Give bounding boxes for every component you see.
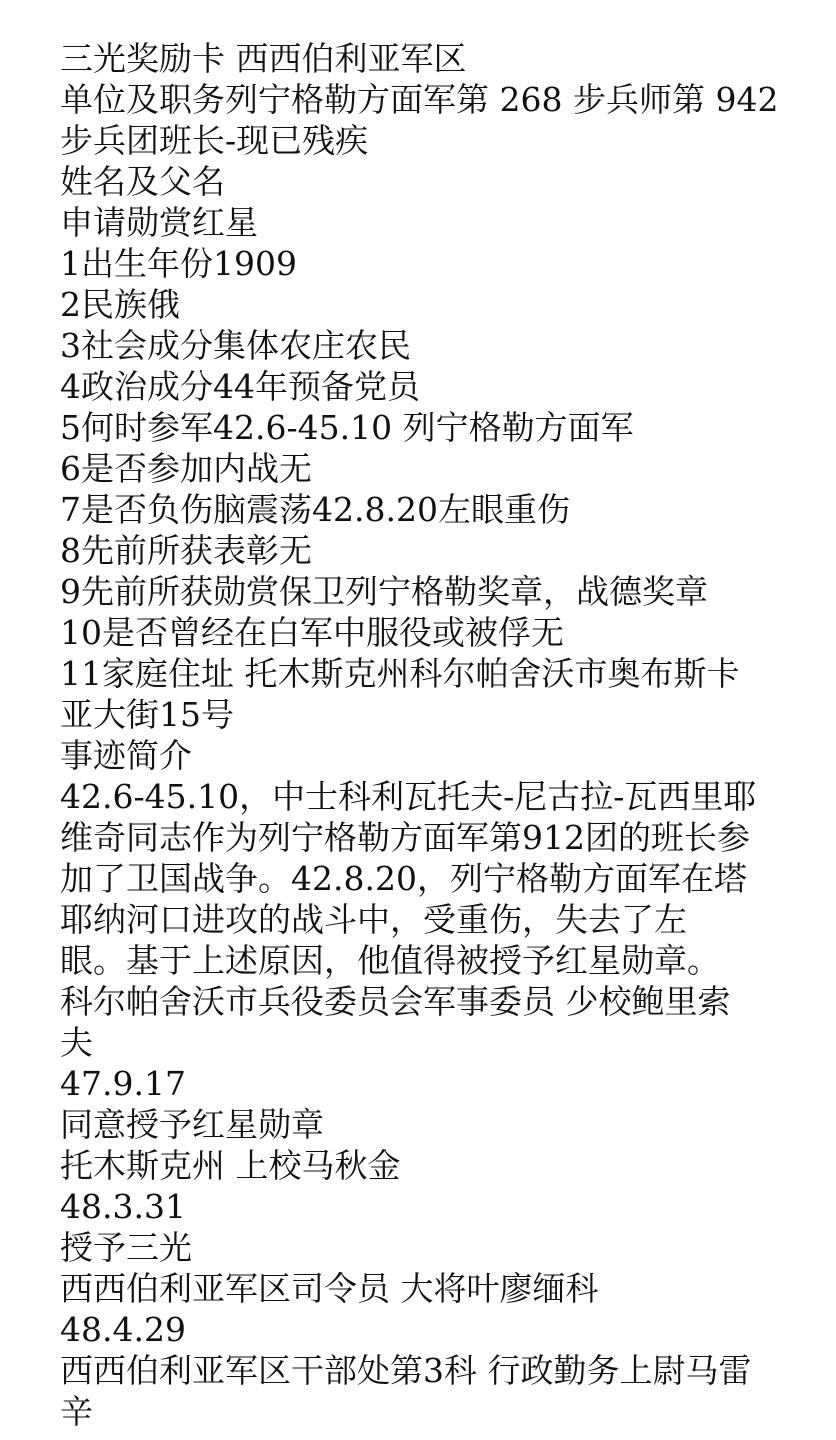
text-line: 7是否负伤脑震荡42.8.20左眼重伤 bbox=[60, 490, 570, 529]
text-line: 夫 bbox=[60, 1023, 93, 1062]
text-line: 6是否参加内战无 bbox=[60, 449, 312, 488]
text-line: 47.9.17 bbox=[60, 1064, 186, 1103]
text-line: 11家庭住址 托木斯克州科尔帕舍沃市奥布斯卡 bbox=[60, 654, 740, 693]
text-line: 1出生年份1909 bbox=[60, 244, 297, 283]
text-line: 托木斯克州 上校马秋金 bbox=[60, 1146, 401, 1185]
text-line: 8先前所获表彰无 bbox=[60, 531, 312, 570]
text-line: 辛 bbox=[60, 1392, 93, 1431]
text-line: 3社会成分集体农庄农民 bbox=[60, 326, 411, 365]
text-line: 授予三光 bbox=[60, 1228, 192, 1267]
document-text bbox=[60, 38, 779, 1432]
text-line: 4政治成分44年预备党员 bbox=[60, 367, 420, 406]
text-line: 申请勋赏红星 bbox=[60, 203, 258, 242]
text-line: 亚大街15号 bbox=[60, 695, 234, 734]
text-line: 同意授予红星勋章 bbox=[60, 1105, 324, 1144]
text-line: 加了卫国战争。42.8.20，列宁格勒方面军在塔 bbox=[60, 859, 747, 898]
text-line: 三光奖励卡 西西伯利亚军区 bbox=[60, 39, 467, 78]
text-line: 10是否曾经在白军中服役或被俘无 bbox=[60, 613, 564, 652]
text-line: 42.6-45.10，中士科利瓦托夫-尼古拉-瓦西里耶 bbox=[60, 777, 757, 816]
text-line: 5何时参军42.6-45.10 列宁格勒方面军 bbox=[60, 408, 634, 447]
text-line: 48.3.31 bbox=[60, 1187, 186, 1226]
text-line: 眼。基于上述原因，他值得被授予红星勋章。 bbox=[60, 941, 720, 980]
text-line: 事迹简介 bbox=[60, 736, 192, 775]
text-line: 姓名及父名 bbox=[60, 162, 225, 201]
text-line: 维奇同志作为列宁格勒方面军第912团的班长参 bbox=[60, 818, 750, 857]
text-line: 单位及职务列宁格勒方面军第 268 步兵师第 942 bbox=[60, 80, 779, 119]
text-line: 西西伯利亚军区司令员 大将叶廖缅科 bbox=[60, 1269, 599, 1308]
text-line: 西西伯利亚军区干部处第3科 行政勤务上尉马雷 bbox=[60, 1351, 752, 1390]
text-line: 耶纳河口进攻的战斗中，受重伤，失去了左 bbox=[60, 900, 687, 939]
text-line: 9先前所获勋赏保卫列宁格勒奖章，战德奖章 bbox=[60, 572, 708, 611]
text-line: 48.4.29 bbox=[60, 1310, 186, 1349]
text-line: 科尔帕舍沃市兵役委员会军事委员 少校鲍里索 bbox=[60, 982, 731, 1021]
text-line: 步兵团班长-现已残疾 bbox=[60, 121, 369, 160]
text-line: 2民族俄 bbox=[60, 285, 180, 324]
